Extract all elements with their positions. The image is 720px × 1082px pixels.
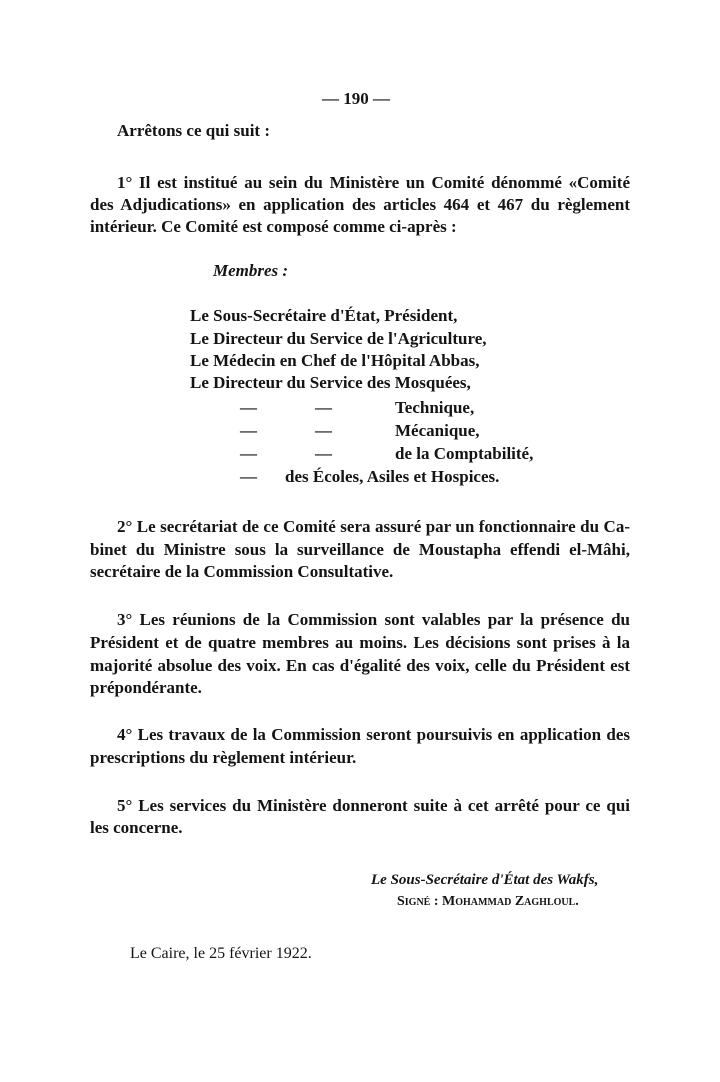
ditto-dash: — xyxy=(240,467,257,486)
member-item: Le Directeur du Service de l'Agriculture, xyxy=(190,329,487,348)
ditto-dash: — xyxy=(240,421,257,440)
ditto-dash: — xyxy=(315,444,332,463)
members-heading: Membres : xyxy=(213,261,289,280)
paragraph-2-line: 2° Le secrétariat de ce Comité sera assuré par un fonctionnaire du Ca- xyxy=(117,517,630,536)
intro-text: Arrêtons ce qui suit : xyxy=(117,121,270,140)
member-item: de la Comptabilité, xyxy=(395,444,534,463)
signature-title: Le Sous-Secrétaire d'État des Wakfs, xyxy=(371,872,599,888)
ditto-dash: — xyxy=(240,398,257,417)
paragraph-3-line: Président et de quatre membres au moins. Les décisions sont prises à la xyxy=(90,633,630,652)
paragraph-4-line: prescriptions du règlement intérieur. xyxy=(90,748,357,767)
paragraph-3-line: prépondérante. xyxy=(90,678,202,697)
member-item: Technique, xyxy=(395,398,475,417)
paragraph-1-line: des Adjudications» en application des articles 464 et 467 du règlement xyxy=(90,195,630,214)
paragraph-1-line: intérieur. Ce Comité est composé comme ci-après : xyxy=(90,217,457,236)
member-item: Mécanique, xyxy=(395,421,480,440)
signature-name: Signé : Mohammad Zaghloul. xyxy=(397,894,579,909)
ditto-dash: — xyxy=(240,444,257,463)
paragraph-2-line: binet du Ministre sous la surveillance de Moustapha effendi el-Mâhi, xyxy=(90,540,630,559)
paragraph-5-line: les concerne. xyxy=(90,818,183,837)
paragraph-2-line: secrétaire de la Commission Consultative. xyxy=(90,562,394,581)
member-item: Le Directeur du Service des Mosquées, xyxy=(190,373,471,392)
ditto-dash: — xyxy=(315,421,332,440)
member-item: Le Sous-Secrétaire d'État, Président, xyxy=(190,306,458,325)
paragraph-3-line: majorité absolue des voix. En cas d'égalité des voix, celle du Président est xyxy=(90,656,630,675)
page-number: — 190 — xyxy=(322,89,390,108)
member-item: des Écoles, Asiles et Hospices. xyxy=(285,467,500,486)
ditto-dash: — xyxy=(315,398,332,417)
paragraph-4-line: 4° Les travaux de la Commission seront poursuivis en application des xyxy=(117,725,630,744)
paragraph-5-line: 5° Les services du Ministère donneront suite à cet arrêté pour ce qui xyxy=(117,796,630,815)
paragraph-1-line: 1° Il est institué au sein du Ministère un Comité dénommé «Comité xyxy=(117,173,630,192)
date-line: Le Caire, le 25 février 1922. xyxy=(130,945,312,962)
paragraph-3-line: 3° Les réunions de la Commission sont valables par la présence du xyxy=(117,610,630,629)
member-item: Le Médecin en Chef de l'Hôpital Abbas, xyxy=(190,351,480,370)
